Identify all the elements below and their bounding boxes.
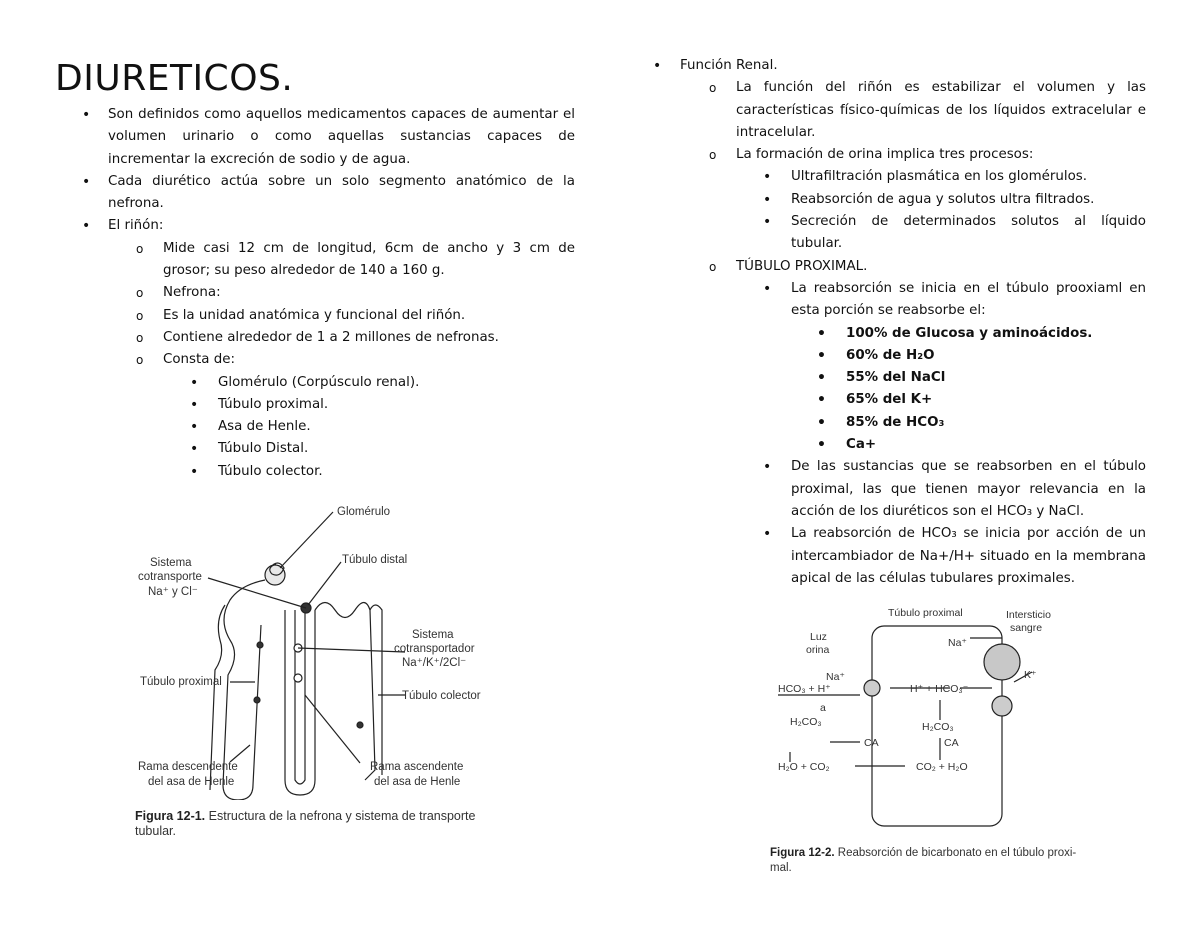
- bicarbonate-figure: [760, 600, 1080, 840]
- label-rama-desc-2: del asa de Henle: [148, 776, 235, 788]
- right-list-item: • Secreción de determinados solutos al líquido tubular.: [650, 211, 1146, 256]
- label-tubulo-distal: Túbulo distal: [342, 554, 408, 566]
- page-title: DIURETICOS.: [55, 58, 294, 99]
- f2-k: K⁺: [1024, 669, 1037, 681]
- left-list-item: • Asa de Henle.: [55, 416, 575, 438]
- left-list-item: o Es la unidad anatómica y funcional del riñón.: [55, 305, 575, 327]
- f2-luz: Luz: [810, 631, 827, 643]
- label-glomerulo: Glomérulo: [337, 506, 391, 518]
- right-list-item: • La reabsorción de HCO₃ se inicia por acción de un intercambiador de Na+/H+ situado en la membrana apical de las células tubulares proximales.: [650, 523, 1146, 590]
- right-list-item: • Ca+: [650, 434, 1146, 456]
- left-list-item: • Glomérulo (Corpúsculo renal).: [55, 372, 575, 394]
- figure1-caption-text: Estructura de la nefrona y sistema de transporte: [208, 809, 476, 823]
- f2-h2co3-left: H₂CO₃: [790, 716, 822, 728]
- right-list-item: • 85% de HCO₃: [650, 412, 1146, 434]
- left-list-item: • Cada diurético actúa sobre un solo segmento anatómico de la nefrona.: [55, 171, 575, 216]
- label-tubulo-colector: Túbulo colector: [402, 690, 481, 702]
- right-bullet-list: [650, 55, 1146, 590]
- left-list-item: • Túbulo proximal.: [55, 394, 575, 416]
- left-bullet-list: [55, 104, 575, 483]
- f2-tubulo-proximal: Túbulo proximal: [888, 607, 963, 619]
- right-list-item: o TÚBULO PROXIMAL.: [650, 256, 1146, 278]
- f2-h2o-co2: H₂O + CO₂: [778, 761, 830, 773]
- left-list-item: • El riñón:: [55, 215, 575, 237]
- right-list-item: o La función del riñón es estabilizar el volumen y las características físico-químicas de los líquidos extracelular e intracelular.: [650, 77, 1146, 144]
- label-cotransportador: cotransportador: [394, 643, 475, 655]
- figure2-caption-text2: mal.: [770, 862, 792, 874]
- label-sistema2: Sistema: [412, 629, 454, 641]
- f2-hco3-h: HCO₃ + H⁺: [778, 683, 831, 695]
- left-list-item: o Nefrona:: [55, 282, 575, 304]
- label-na-cl: Na⁺ y Cl⁻: [148, 586, 198, 598]
- label-sistema1: Sistema: [150, 557, 192, 569]
- right-list-item: • 65% del K+: [650, 389, 1146, 411]
- f2-na-top: Na⁺: [948, 637, 967, 649]
- right-list-item: • De las sustancias que se reabsorben en el túbulo proximal, las que tienen mayor relevancia en la acción de los diuréticos son el HCO₃ y NaCl.: [650, 456, 1146, 523]
- label-rama-desc-1: Rama descendente: [138, 761, 238, 773]
- right-list-item: o La formación de orina implica tres procesos:: [650, 144, 1146, 166]
- label-rama-asc-1: Rama ascendente: [370, 761, 464, 773]
- f2-a: a: [820, 702, 826, 714]
- label-cotransporte: cotransporte: [138, 571, 202, 583]
- right-list-item: • 60% de H₂O: [650, 345, 1146, 367]
- right-list-item: • La reabsorción se inicia en el túbulo prooxiaml en esta porción se reabsorbe el:: [650, 278, 1146, 323]
- f2-sangre: sangre: [1010, 622, 1043, 634]
- right-list-item: • 55% del NaCl: [650, 367, 1146, 389]
- label-na-k-cl: Na⁺/K⁺/2Cl⁻: [402, 657, 467, 669]
- f2-co2-h2o: CO₂ + H₂O: [916, 761, 968, 773]
- f2-intersticio: Intersticio: [1006, 609, 1051, 621]
- left-list-item: • Son definidos como aquellos medicamentos capaces de aumentar el volumen urinario o como aquellas sustancias capaces de incrementar la excreción de sodio y de agua.: [55, 104, 575, 171]
- label-rama-asc-2: del asa de Henle: [374, 776, 461, 788]
- left-list-item: • Túbulo Distal.: [55, 438, 575, 460]
- left-list-item: o Consta de:: [55, 349, 575, 371]
- figure2-caption: [770, 846, 1100, 876]
- label-tubulo-proximal: Túbulo proximal: [140, 676, 222, 688]
- right-list-item: • 100% de Glucosa y aminoácidos.: [650, 323, 1146, 345]
- figure1-caption-text2: tubular.: [135, 824, 177, 838]
- left-list-item: o Mide casi 12 cm de longitud, 6cm de ancho y 3 cm de grosor; su peso alrededor de 140 a 160 g.: [55, 238, 575, 283]
- f2-h2co3-mid: H₂CO₃: [922, 721, 954, 733]
- f2-orina: orina: [806, 644, 830, 656]
- left-list-item: o Contiene alrededor de 1 a 2 millones de nefronas.: [55, 327, 575, 349]
- left-list-item: • Túbulo colector.: [55, 461, 575, 483]
- right-list-item: • Reabsorción de agua y solutos ultra filtrados.: [650, 189, 1146, 211]
- figure2-caption-label: Figura 12-2.: [770, 847, 835, 859]
- f2-ca-left: CA: [864, 737, 879, 749]
- figure1-caption: [135, 809, 515, 839]
- f2-ca-mid: CA: [944, 737, 959, 749]
- figure2-caption-text: Reabsorción de bicarbonato en el túbulo proxi-: [837, 847, 1077, 859]
- right-list-item: • Ultrafiltración plasmática en los glomérulos.: [650, 166, 1146, 188]
- figure1-caption-label: Figura 12-1.: [135, 809, 206, 823]
- f2-h-hco3: H⁺ + HCO₃⁻: [910, 683, 969, 695]
- f2-na-left: Na⁺: [826, 671, 845, 683]
- nephron-figure: [130, 500, 510, 800]
- right-list-item: • Función Renal.: [650, 55, 1146, 77]
